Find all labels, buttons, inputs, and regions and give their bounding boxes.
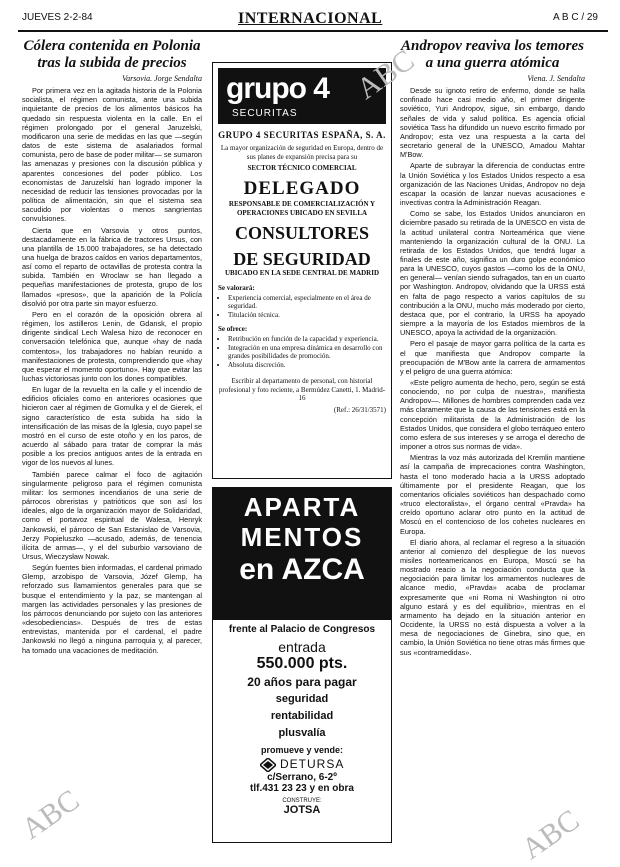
ad-department: SECTOR TÉCNICO COMERCIAL xyxy=(247,164,357,172)
securitas-ad xyxy=(212,62,392,479)
azca-banner xyxy=(213,488,391,620)
company-name: GRUPO 4 SECURITAS ESPAÑA, S. A. xyxy=(218,130,386,140)
watermark: ABC xyxy=(15,783,86,846)
article-paragraph: El diario ahora, al reclamar el regreso a la situación anterior al comienzo del despliegue de los nuevos misiles norteamericanos en Europa, Moscú se ha mostrado reacio a la negociación conducta que la negociación para limitar los armamentos nucleares de alcance medio, «Pravda» acaba de proclamar expresamente que «ni Roma ni Washington ni otro alguno estará y es del equilibrio», mientras en el armamento ha dejado en la situación anterior en Occidente, la URSS no está dispuesta a volver a la mesa de negociaciones de Ginebra, sino que, en cambio, la Unión Soviética no tiene otras más firmes que sus «contramedidas». xyxy=(400,537,585,657)
list-item: • Absoluta discreción. xyxy=(228,361,386,370)
watermark: ABC xyxy=(515,803,586,866)
left-article xyxy=(22,34,202,657)
article-paragraph: Por primera vez en la agitada historia de la Polonia socialista, el régimen comunista, ante una subida inquietante de precios de los alimentos básicos ha quedado sin respuesta violenta en la calle. En el régimen prolongado por el general Jaruzelski, modificaron una serie de medidas en las que —según datos de este sistema de asalariados formal comunista, pero de base de poder militar— se sumaron las amenazas y presiones con la discusión pública y aparentes concesiones del poder público. Los economistas de Jaruzelski han logrado imponer la necesidad de reducir las tensiones provocadas por la política de alimentación, sin que el sistema sea sacudido por violentas o menos sangrientas convulsiones. xyxy=(22,86,202,224)
detursa-logo-icon xyxy=(260,758,276,772)
consultants-subtitle: UBICADO EN LA SEDE CENTRAL DE MADRID xyxy=(224,269,380,277)
ad-intro: La mayor organización de seguridad en Europa, dentro de sus planes de expansión precisa para su xyxy=(220,144,384,161)
article-paragraph: Pero el pasaje de mayor garra política de la carta es el que manifiesta que Andropov comparte la preocupación de M'Bow ante la carrera de armamentos y el peligro de una guerra atómica: xyxy=(400,339,585,376)
article-paragraph: Aparte de subrayar la diferencia de conductas entre la Unión Soviética y los Estados Unidos respecto a esa organización de las Naciones Unidas, Andropov no deja escapar la ocasión de lanzar nuevas acusaciones e invectivas contra la Administración Reagan. xyxy=(400,161,585,208)
azca-years: 20 años para pagar xyxy=(247,675,357,689)
list-item: • Integración en una empresa dinámica en desarrollo con grandes posibilidades de promoción. xyxy=(228,344,386,361)
azca-phone: tlf.431 23 23 y en obra xyxy=(250,782,354,794)
role-title: DELEGADO xyxy=(243,178,361,199)
list-item: • Retribución en función de la capacidad y experiencia. xyxy=(228,335,386,344)
azca-feature: seguridad xyxy=(275,693,329,705)
azca-line-3: en AZCA xyxy=(239,553,365,586)
right-headline: Andropov reaviva los temores a una guerra atómica xyxy=(401,38,584,71)
watermark: ABC xyxy=(350,43,421,106)
constructor-name: JOTSA xyxy=(283,803,321,816)
consultants-title-1: CONSULTORES xyxy=(234,223,370,243)
ad-reference: (Ref.: 26/31/3571) xyxy=(333,405,386,414)
right-article xyxy=(400,34,585,659)
azca-sells: promueve y vende: xyxy=(260,745,344,755)
constructor-label: CONSTRUYE: xyxy=(282,797,322,804)
article-paragraph: Según fuentes bien informadas, el cardenal primado Glemp, arzobispo de Varsovia, Józef Glemp, ha reforzado sus llamamientos generales para que se busque el entendimiento y la paz, se mantengan al margen las actividades personales y las presiones de los párrocos denunciando por sujeto con las anteriores «desobediencias». Después de tres de estas entrevistas, mantenida por el cardenal, el padre Jankowski no llegó a ninguna parroquia y, al parecer, ha tomado una vacaciones de meditación. xyxy=(22,563,202,655)
requirements-label: Se valorará: xyxy=(218,283,255,292)
azca-entrada-label: entrada xyxy=(278,639,326,655)
article-paragraph: Mientras la voz más autorizada del Kremlin mantiene así la campaña de imprecaciones contra Washington, hasta el tono moderado hacia a la URSS adoptado últimamente por el presidente Reagan, que los comentarios oficiales soviéticos han despachado como «truco electoralista», el órgano central «Pravda» ha creído oportuno aclarar otro punto en la actitud de Moscú en el contencioso de los cohetes nucleares en Europa. xyxy=(400,453,585,536)
list-item: • Experiencia comercial, especialmente en el área de seguridad. xyxy=(228,294,386,311)
list-item: • Titulación técnica. xyxy=(228,311,386,320)
page-number: A B C / 29 xyxy=(552,12,598,23)
issue-date: JUEVES 2-2-84 xyxy=(22,12,93,23)
role-subtitle: RESPONSABLE DE COMERCIALIZACIÓN Y OPERACIONES UBICADO EN SEVILLA xyxy=(228,200,376,217)
brand-name: DETURSA xyxy=(280,757,345,771)
azca-feature: rentabilidad xyxy=(270,710,334,722)
offers-label: Se ofrece: xyxy=(218,325,248,333)
azca-brand xyxy=(213,757,391,772)
azca-venue: frente al Palacio de Congresos xyxy=(228,624,376,635)
left-headline: Cólera contenida en Polonia tras la subida de precios xyxy=(23,38,201,71)
offers-list xyxy=(218,335,386,369)
azca-line-1: APARTA xyxy=(243,492,361,522)
consultants-title-2: DE SEGURIDAD xyxy=(233,249,371,269)
article-paragraph: «Este peligro aumenta de hecho, pero, según se está conociendo, no por culpa de nuestra», manifiesta Andropov—. Millones de hombres comprenden cada vez más claramente que la causa de las tensiones está en la concepción militarista de la Administración de los Estados Unidos, que considera el globo terráqueo entero como esfera de sus intereses y se arroga el derecho de imponer a otros sus normas de vida». xyxy=(400,378,585,452)
page-header xyxy=(18,8,608,32)
article-paragraph: Desde su ignoto retiro de enfermo, donde se halla confinado hace casi medio año, el primer dirigente soviético, Yuri Andropov, sigue, sin embargo, dando señales de vida y salud política. Es agencia oficial soviética Tass ha difundido un nuevo escrito firmado por Andropov; esta vez una respuesta a la carta del secretario general de la UNESCO, Amadou Mahtar M'Bow. xyxy=(400,86,585,160)
azca-line-2: MENTOS xyxy=(240,522,364,552)
article-paragraph: En lugar de la revuelta en la calle y el incendio de edificios oficiales como en anteriores ocasiones que hicieron caer al régimen de Gomulka y el de Gierek, el signo característico de esta subida ha sido la intensificación de las misas de la Iglesia, cuyo papel se mostró en el curso de este otoño y en los paros, de acuerdo al sábado para tratar de comprar la más posible a los precios antiguos antes de la entrada en vigor de los nuevos al lunes. xyxy=(22,385,202,468)
azca-ad xyxy=(212,487,392,843)
requirements-list xyxy=(218,294,386,320)
section-title: INTERNACIONAL xyxy=(238,10,383,27)
logo-subtext: SECURITAS xyxy=(232,108,298,119)
right-byline: Viena. J. Sendalta xyxy=(527,74,585,83)
logo-text: grupo 4 xyxy=(226,72,329,105)
azca-price: 550.000 pts. xyxy=(256,655,348,672)
ad-contact: Escribir al departamento de personal, con historial profesional y foto reciente, a Bermúdez Canetti, 1. Madrid-16 xyxy=(218,377,386,402)
article-paragraph: Como se sabe, los Estados Unidos anunciaron en diciembre pasado su retirada de la UNESCO en vista de la actitud unilateral contra Norteamérica que viene manteniendo la organización cultural de la ONU. La retirada de los Estados Unidos, que tendrá lugar a finales de este año, significa un duro golpe económico para la UNESCO, cuyos gastos —como los de la ONU, en general— venían siendo sufragados, tan en un cuarto por Washington. Andropov, olvidando que la URSS está en falta de pago respecto a varios capítulos de su contribución a la ONU, mucho más moderado por cierto, destaca que, por el contrario, la URSS ha apoyado siempre a la mayoría de los Estados miembros de la UNESCO, apoya la actividad de la organización. xyxy=(400,209,585,338)
article-paragraph: También parece calmar el foco de agitación singularmente peligroso para el régimen comunista militar: los sermones incendiarios de una serie de párrocos obreristas y patrióticos que son así los ideales, algo de la organización mayor de Solidaridad, como el portavoz espiritual de Walesa, Henryk Jankowski, el párroco de San Estanislao de Varsovia, Jerzy Popieluszko —acusado, además, de tenencia ilícita de armas—, y el del suburbio varsoviano de Ursus, Wieczysław Nowak. xyxy=(22,469,202,561)
left-byline: Varsovia. Jorge Sendalta xyxy=(122,74,202,83)
azca-feature: plusvalía xyxy=(278,727,326,739)
article-paragraph: Pero en el corazón de la oposición obrera al régimen, los astilleros Lenin, de Gdansk, el propio dirigente sindical Lech Walesa hizo de reconocer en conversación telefónica que, aunque «hay de nada comtentos», los trabajadores no habían reunido a manifestaciones de protesta, comprendiendo que «hay que esperar el momento oportuno». Hay que evitar las luchas victoriosas junto con los dones compatibles. xyxy=(22,309,202,383)
article-paragraph: Cierta que en Varsovia y otros puntos, destacadamente en la fábrica de tractores Ursus, con una plantilla de 15.000 trabajadores, se ha detectado una huelga de brazos caídos en varios departamentos, así como el reparto de octavillas de protesta contra la subida. También en Wroclaw se han llegado a pequeñas manifestaciones de protesta, grupo de los llamados «presos», que la aparición de la Policía disolvió por otra parte sin mayor esfuerzo. xyxy=(22,225,202,308)
azca-address: c/Serrano, 6-2º xyxy=(267,771,337,783)
